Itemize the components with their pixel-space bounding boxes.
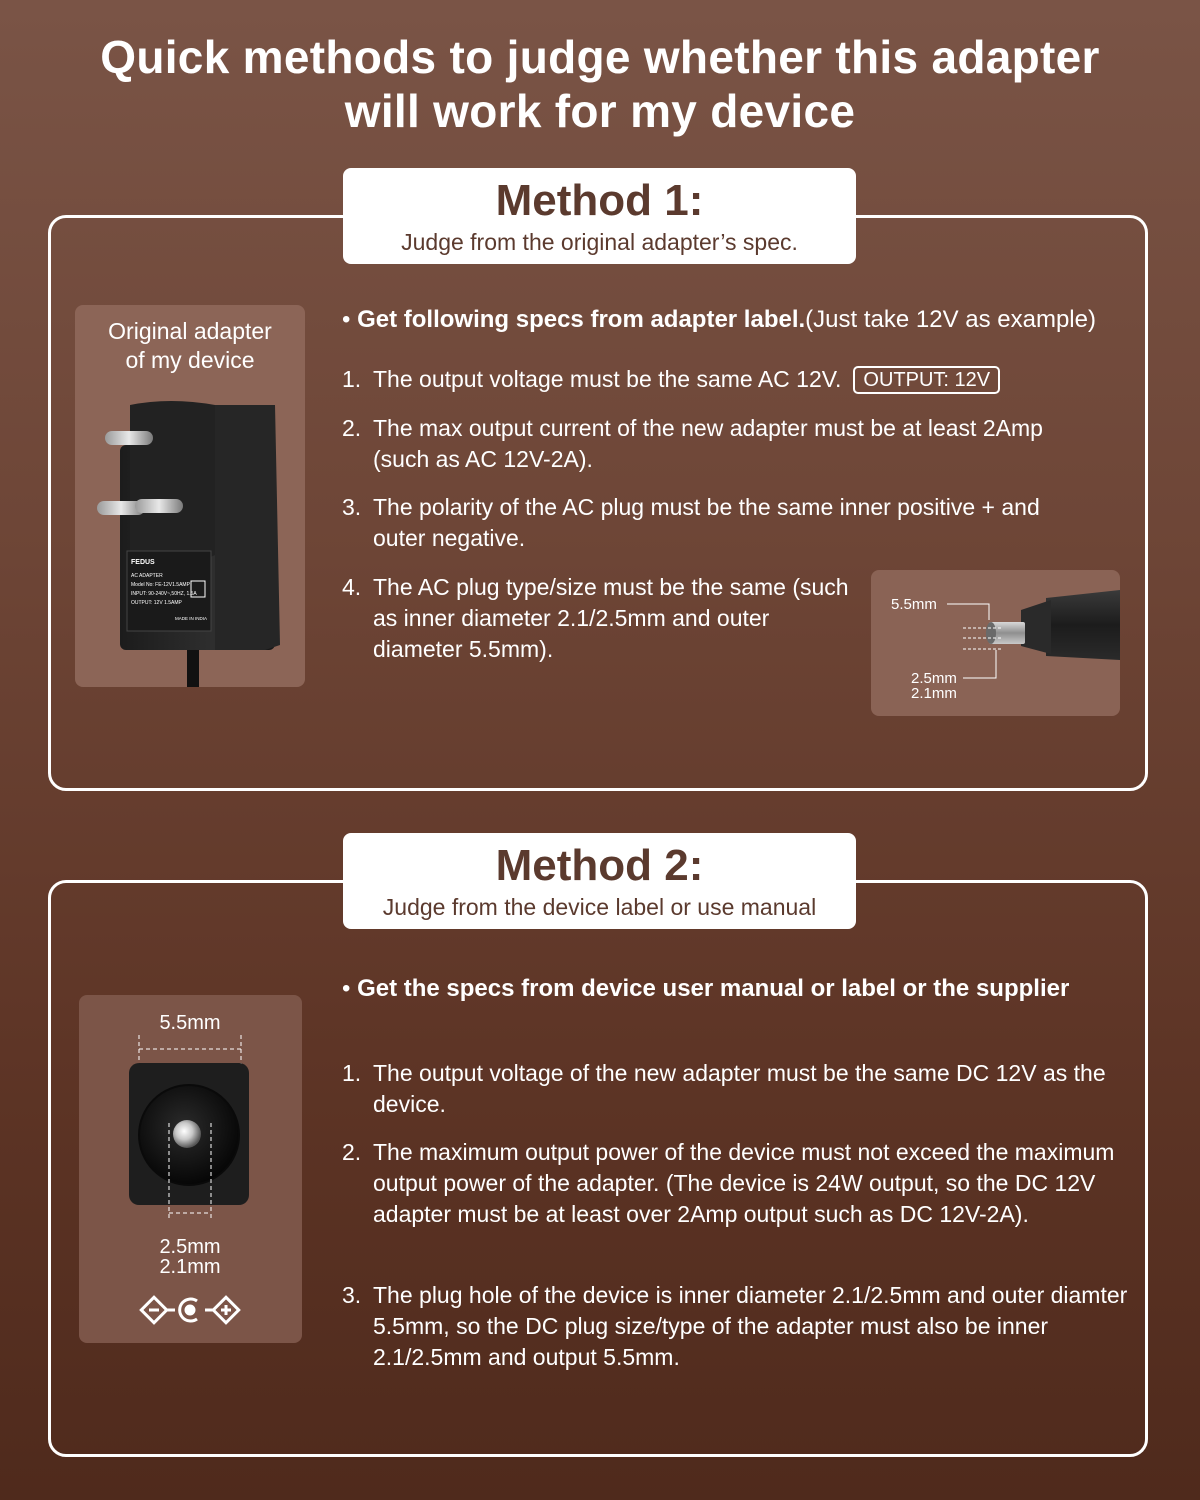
jack-inner-diameter-label-b: 2.1mm bbox=[159, 1256, 221, 1278]
method-1-item-4 bbox=[342, 572, 863, 665]
method-2-subtitle: Judge from the device label or use manual bbox=[382, 894, 817, 920]
method-2-item-1 bbox=[342, 1058, 1163, 1120]
original-adapter-card bbox=[75, 305, 305, 687]
plug-inner-diameter-label-a: 2.5mm bbox=[911, 670, 957, 687]
jack-outer-diameter-label: 5.5mm bbox=[159, 1012, 221, 1034]
method-1-bullet: • Get following specs from adapter label.(Just take 12V as example) bbox=[342, 306, 1096, 333]
item-number: 2. bbox=[342, 415, 362, 441]
plug-inner-diameter-label-b: 2.1mm bbox=[911, 685, 957, 702]
adapter-label-line-4: OUTPUT: 12V 1.5AMP bbox=[131, 600, 182, 606]
item-text: The plug hole of the device is inner diameter 2.1/2.5mm and outer diamter 5.5mm, so the DC plug size/type of the adapter must also be inner 2.1/2.5mm and output 5.5mm. bbox=[373, 1282, 1128, 1370]
dc-jack-image bbox=[79, 995, 302, 1343]
adapter-label-line-2: Model No: FE-12V1.5AMP bbox=[131, 582, 190, 588]
item-text: The maximum output power of the device must not exceed the maximum output power of the adapter. (The device is 24W output, so the DC 12V adapter must be at least over 2Amp output such as DC 12V-2A). bbox=[373, 1139, 1115, 1227]
method-2-title: Method 2: bbox=[495, 841, 704, 890]
method-2-header bbox=[343, 833, 856, 929]
item-text: The polarity of the AC plug must be the same inner positive + and outer negative. bbox=[373, 494, 1040, 551]
adapter-label-line-1: AC ADAPTER bbox=[131, 573, 163, 579]
method-1-item-2 bbox=[342, 413, 1073, 475]
adapter-label-line-3: INPUT: 90-240V~,50HZ, 1.5A bbox=[131, 591, 197, 597]
method-1-item-1 bbox=[342, 364, 1153, 395]
item-number: 1. bbox=[342, 366, 362, 392]
item-text: The output voltage of the new adapter must be the same DC 12V as the device. bbox=[373, 1060, 1106, 1117]
adapter-label-line-5: MADE IN INDIA bbox=[175, 616, 208, 621]
page-title-line-1: Quick methods to judge whether this adapter bbox=[100, 31, 1100, 83]
method-1-subtitle: Judge from the original adapter’s spec. bbox=[401, 229, 798, 255]
output-spec-badge: OUTPUT: 12V bbox=[853, 366, 1000, 394]
polarity-symbol-icon bbox=[141, 1297, 238, 1322]
caption-line-1: Original adapter bbox=[108, 318, 272, 344]
method-1-bullet-bold: Get following specs from adapter label. bbox=[357, 306, 806, 333]
page-title bbox=[0, 30, 1200, 138]
item-text: The max output current of the new adapter must be at least 2Amp (such as AC 12V-2A). bbox=[373, 415, 1043, 472]
wall-adapter-image bbox=[75, 305, 305, 687]
item-number: 3. bbox=[342, 1282, 362, 1308]
item-number: 2. bbox=[342, 1139, 362, 1165]
method-2-item-2 bbox=[342, 1137, 1163, 1230]
method-2-bullet-bold: Get the specs from device user manual or label or the supplier bbox=[357, 975, 1070, 1002]
method-1-bullet-note: (Just take 12V as example) bbox=[805, 306, 1096, 333]
method-1-title: Method 1: bbox=[495, 176, 704, 225]
method-1-header bbox=[343, 168, 856, 264]
item-text: The output voltage must be the same AC 12V. bbox=[373, 366, 842, 392]
dc-plug-image bbox=[871, 570, 1120, 716]
dc-jack-card bbox=[79, 995, 302, 1343]
adapter-label-brand: FEDUS bbox=[131, 559, 155, 566]
jack-inner-diameter-label-a: 2.5mm bbox=[159, 1236, 221, 1258]
method-2-item-3 bbox=[342, 1280, 1163, 1373]
item-number: 1. bbox=[342, 1060, 362, 1086]
plug-outer-diameter-label: 5.5mm bbox=[891, 596, 937, 613]
item-number: 3. bbox=[342, 494, 362, 520]
item-text: The AC plug type/size must be the same (such as inner diameter 2.1/2.5mm and outer diameter 5.5mm). bbox=[373, 574, 849, 662]
caption-line-2: of my device bbox=[125, 347, 255, 373]
method-2-bullet: • Get the specs from device user manual or label or the supplier bbox=[342, 975, 1070, 1002]
dc-plug-card bbox=[871, 570, 1120, 716]
method-1-item-3 bbox=[342, 492, 1093, 554]
item-number: 4. bbox=[342, 574, 362, 600]
page-title-line-2: will work for my device bbox=[344, 85, 856, 137]
